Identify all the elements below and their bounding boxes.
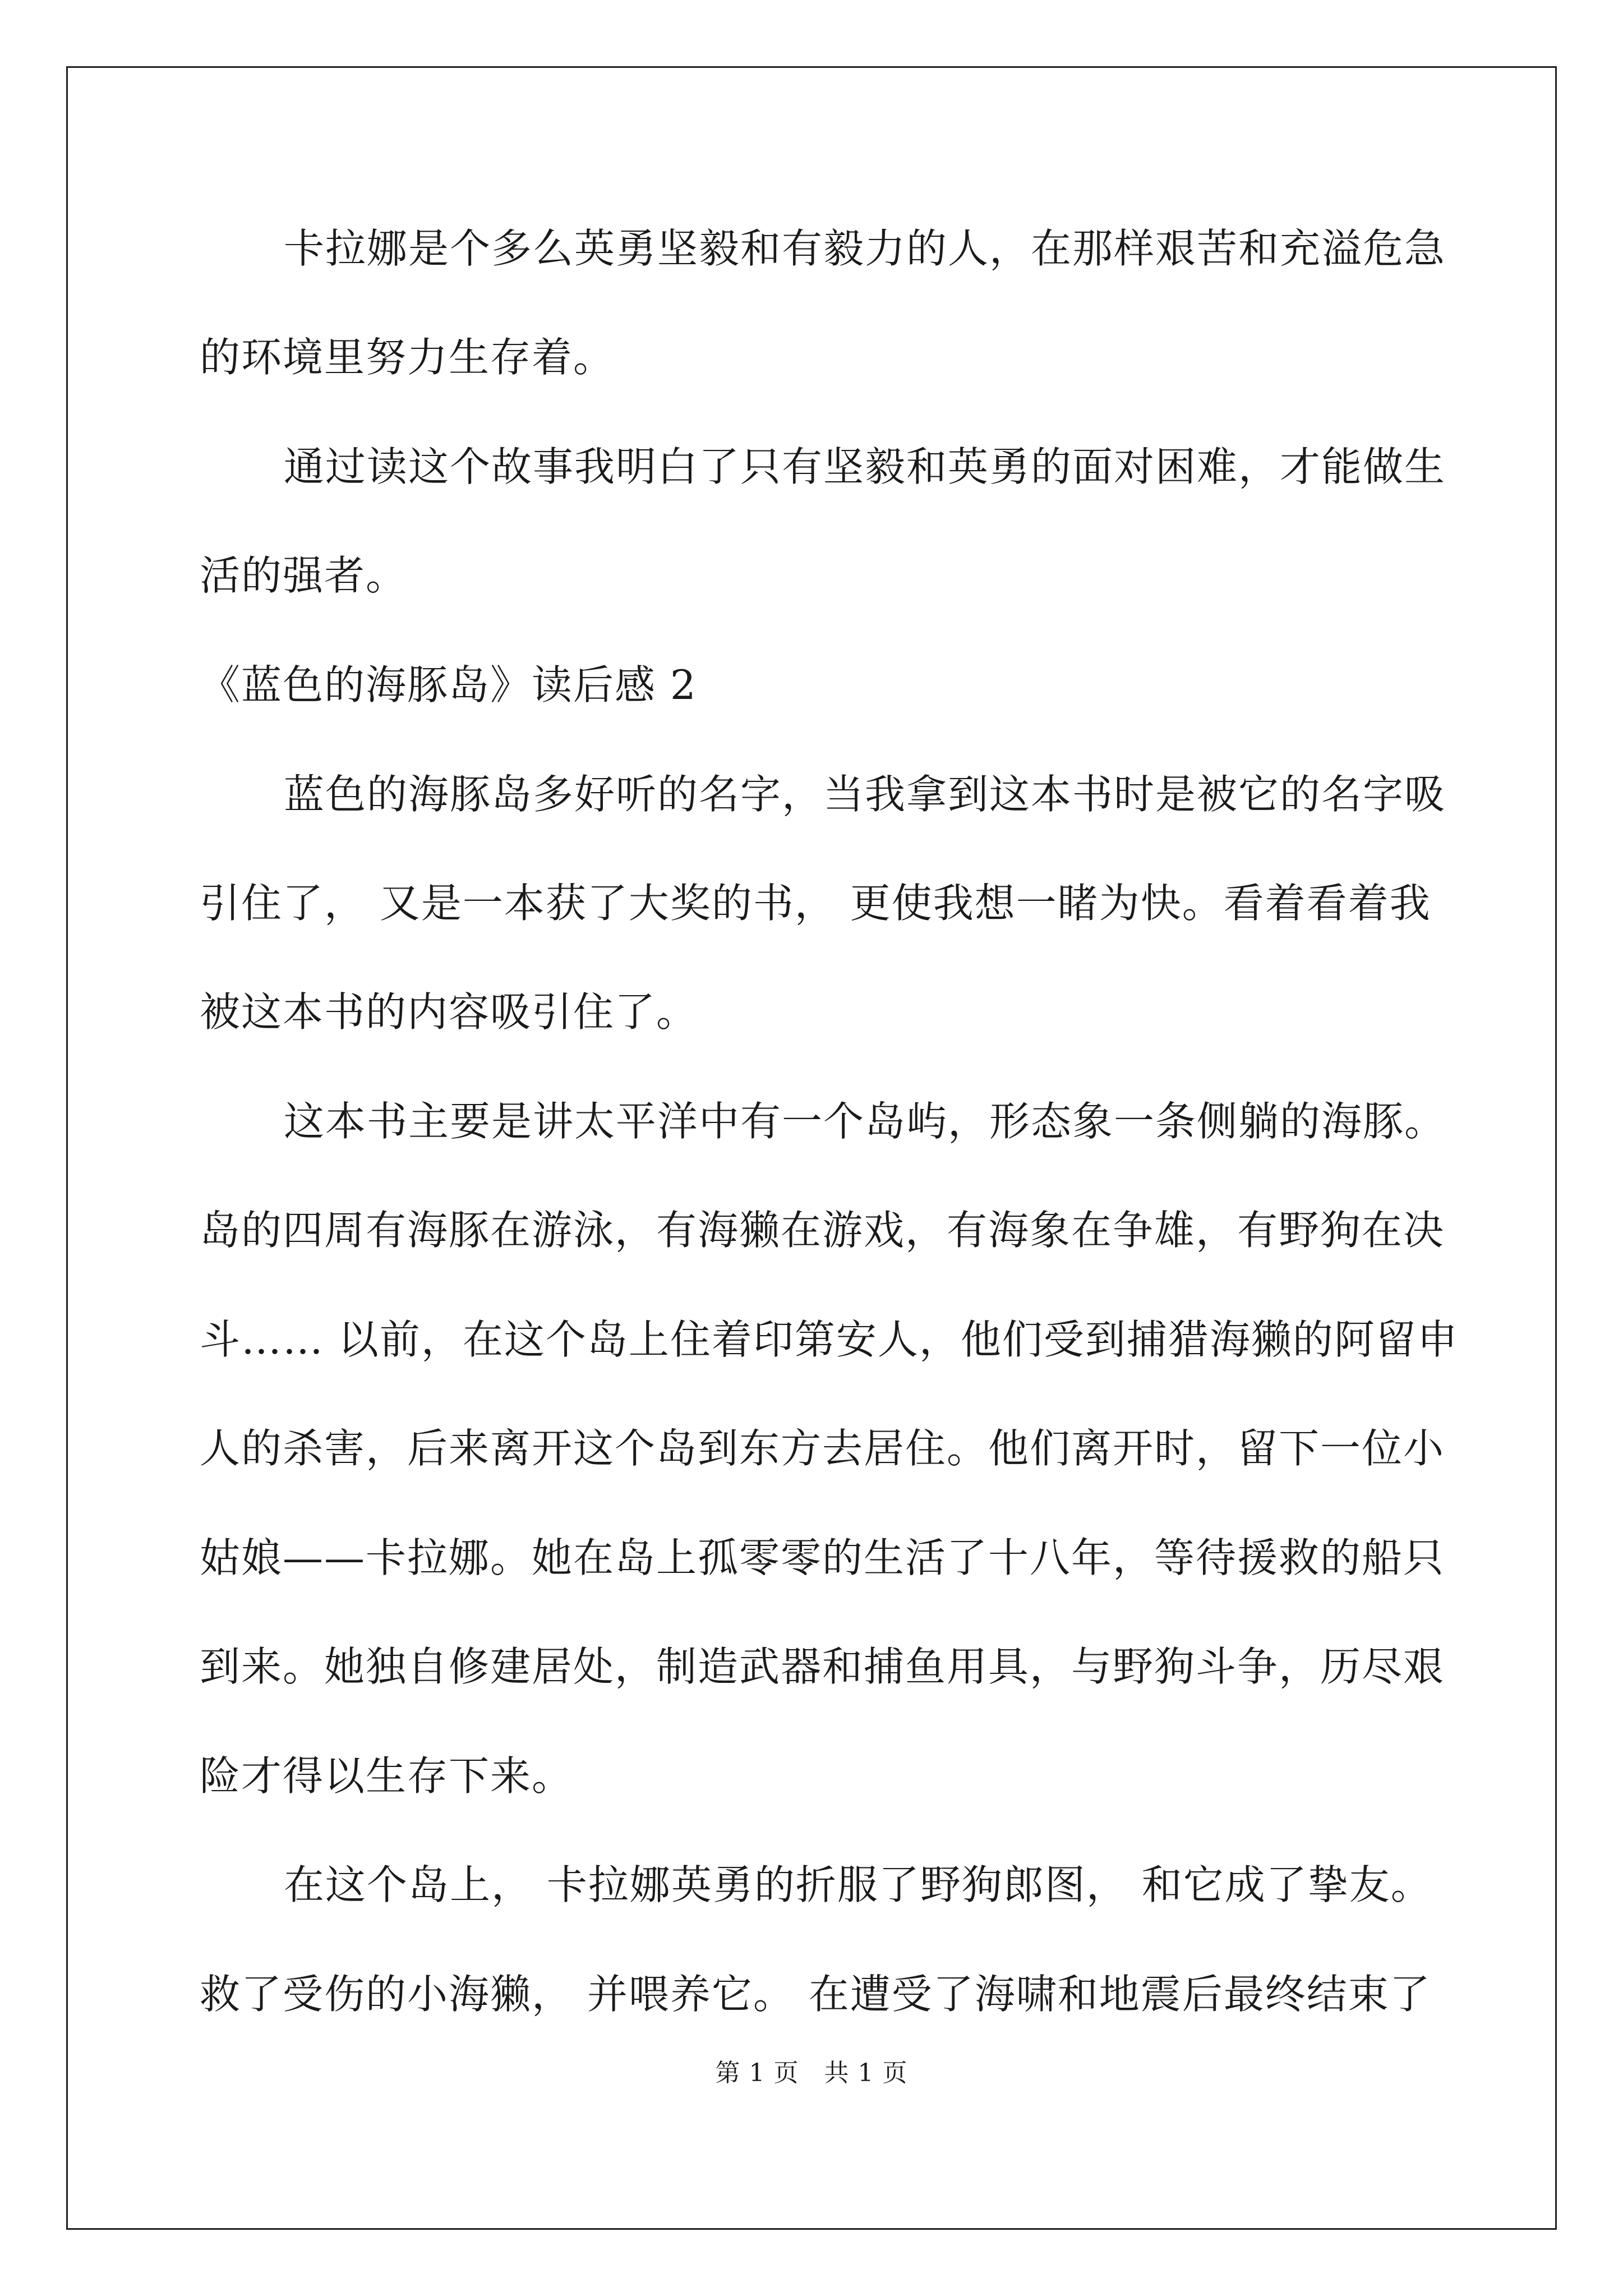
paragraph-line: 活的强者。 [200,552,408,599]
page-number-footer: 第 1 页 共 1 页 [715,2059,908,2087]
paragraph-line: 被这本书的内容吸引住了。 [200,988,698,1036]
paragraph-line: 卡拉娜是个多么英勇坚毅和有毅力的人，在那样艰苦和充溢危急 [284,225,1446,272]
paragraph-line: 斗…… 以前，在这个岛上住着印第安人，他们受到捕猎海獭的阿留申 [200,1316,1459,1363]
paragraph-line: 救了受伤的小海獭， 并喂养它。 在遭受了海啸和地震后最终结束了 [200,1971,1431,2018]
paragraph-line: 蓝色的海豚岛多好听的名字，当我拿到这本书时是被它的名字吸 [284,771,1446,818]
paragraph-line: 的环境里努力生存着。 [200,334,615,381]
paragraph-line: 通过读这个故事我明白了只有坚毅和英勇的面对困难，才能做生 [284,443,1446,490]
paragraph-line: 岛的四周有海豚在游泳，有海獭在游戏，有海象在争雄，有野狗在决 [200,1207,1445,1254]
paragraph-line: 在这个岛上， 卡拉娜英勇的折服了野狗郎图， 和它成了挚友。 [284,1861,1432,1908]
paragraph-line: 引住了， 又是一本获了大奖的书， 更使我想一睹为快。看着看着我 [200,880,1431,927]
paragraph-line: 姑娘——卡拉娜。她在岛上孤零零的生活了十八年，等待援救的船只 [200,1534,1445,1581]
section-heading: 《蓝色的海豚岛》读后感 2 [200,661,697,708]
paragraph-line: 险才得以生存下来。 [200,1752,574,1800]
paragraph-line: 这本书主要是讲太平洋中有一个岛屿，形态象一条侧躺的海豚。 [284,1098,1446,1145]
paragraph-line: 人的杀害，后来离开这个岛到东方去居住。他们离开时，留下一位小 [200,1425,1445,1472]
paragraph-line: 到来。她独自修建居处，制造武器和捕鱼用具，与野狗斗争，历尽艰 [200,1643,1445,1690]
